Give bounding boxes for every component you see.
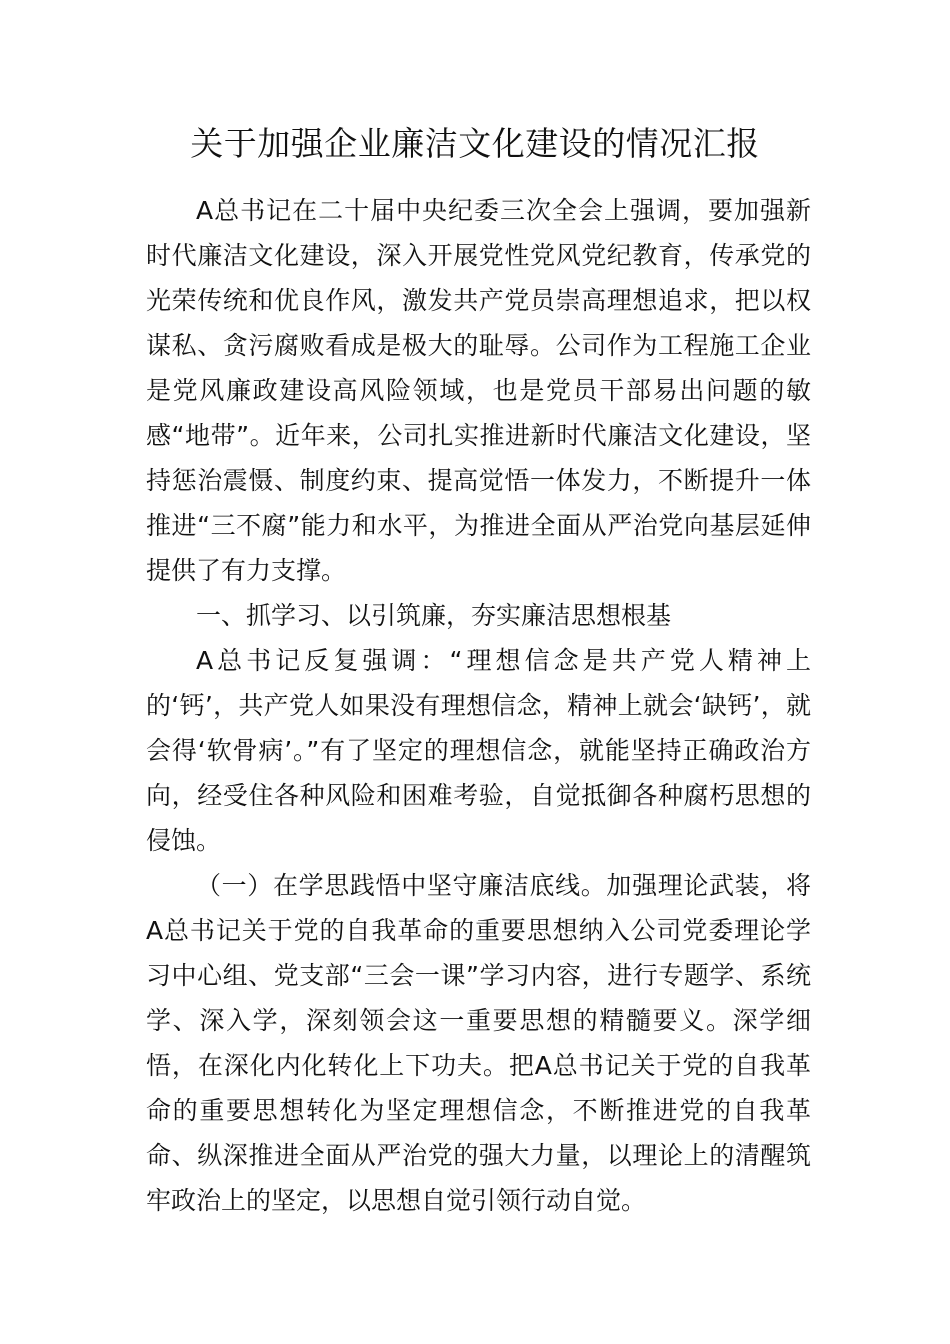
intro-paragraph: A总书记在二十届中央纪委三次全会上强调，要加强新时代廉洁文化建设，深入开展党性党风党纪教育，传承党的光荣传统和优良作风，激发共产党员崇高理想追求，把以权谋私、贪污腐败看成是极大的耻辱。公司作为工程施工企业是党风廉政建设高风险领域，也是党员干部易出问题的敏感“地带”。近年来，公司扎实推进新时代廉洁文化建设，坚持惩治震慑、制度约束、提高觉悟一体发力，不断提升一体推进“三不腐”能力和水平，为推进全面从严治党向基层延伸提供了有力支撑。	[146, 196, 811, 585]
subsection-paragraph: （一）在学思践悟中坚守廉洁底线。加强理论武装，将A总书记关于党的自我革命的重要思想纳入公司党委理论学习中心组、党支部“三会一课”学习内容，进行专题学、系统学、深入学，深刻领会这一重要思想的精髓要义。深学细悟，在深化内化转化上下功夫。把A总书记关于党的自我革命的重要思想转化为坚定理想信念，不断推进党的自我革命、纵深推进全面从严治党的强大力量，以理论上的清醒筑牢政治上的坚定，以思想自觉引领行动自觉。	[146, 871, 811, 1215]
document-title: 关于加强企业廉洁文化建设的情况汇报	[190, 124, 760, 163]
quote-paragraph: A总书记反复强调：“理想信念是共产党人精神上的‘钙’，共产党人如果没有理想信念，精神上就会‘缺钙’，就会得‘软骨病’。”有了坚定的理想信念，就能坚持正确政治方向，经受住各种风险和困难考验，自觉抵御各种腐朽思想的侵蚀。	[146, 646, 811, 855]
section-heading: 一、抓学习、以引筑廉，夯实廉洁思想根基	[196, 601, 672, 630]
document-body	[146, 188, 811, 1223]
